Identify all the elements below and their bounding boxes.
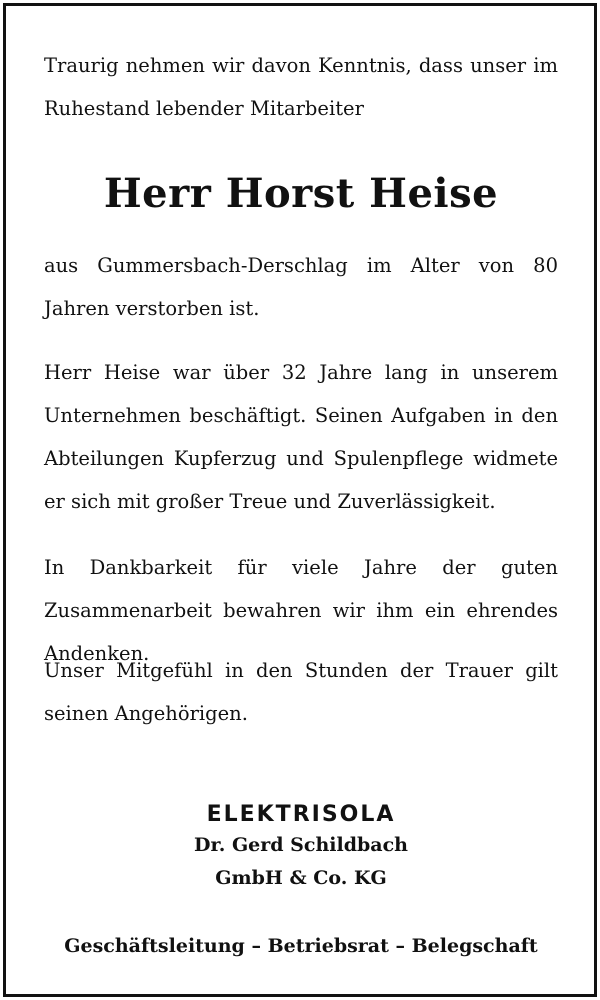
career-paragraph: Herr Heise war über 32 Jahre lang in unserem Unternehmen beschäftigt. Seinen Aufgaben in den Abteilungen Kupferzug und Spulenpflege widmete er sich mit großer Treue und Zuverlässigkeit. bbox=[44, 361, 558, 513]
gratitude-paragraph: In Dankbarkeit für viele Jahre der guten Zusammenarbeit bewahren wir ihm ein ehrendes Andenken. bbox=[44, 556, 558, 665]
company-name-line2: GmbH & Co. KG bbox=[215, 867, 387, 889]
origin-paragraph: aus Gummersbach-Derschlag im Alter von 80 Jahren verstorben ist. bbox=[44, 254, 558, 320]
company-name-line1: Dr. Gerd Schildbach bbox=[193, 834, 408, 856]
deceased-name: Herr Horst Heise bbox=[103, 170, 499, 217]
signatories-line: Geschäftsleitung – Betriebsrat – Belegschaft bbox=[64, 935, 538, 957]
company-logo: ELEKTRISOLA bbox=[206, 802, 396, 827]
intro-paragraph: Traurig nehmen wir davon Kenntnis, dass unser im Ruhestand lebender Mitarbeiter bbox=[44, 54, 558, 120]
obituary-frame bbox=[3, 3, 597, 997]
sympathy-paragraph: Unser Mitgefühl in den Stunden der Trauer gilt seinen Angehörigen. bbox=[44, 659, 558, 725]
company-block bbox=[44, 801, 558, 895]
